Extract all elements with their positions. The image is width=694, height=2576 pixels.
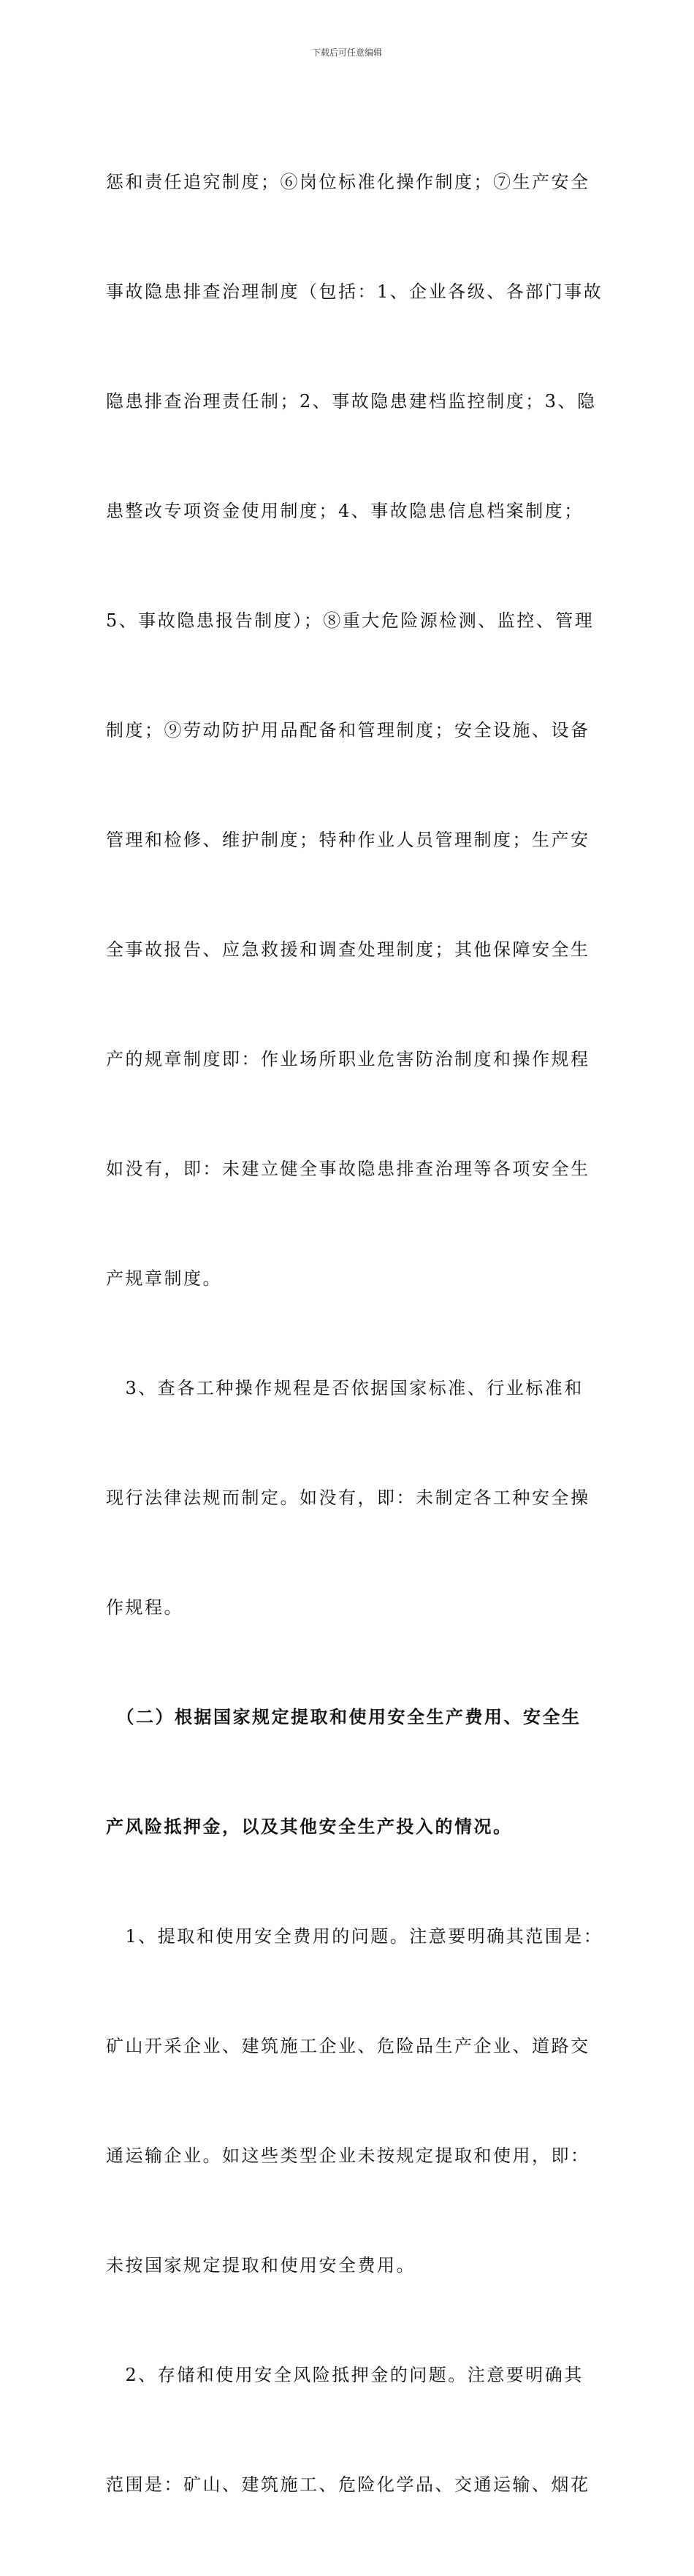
text-line: 隐患排查治理责任制；2、事故隐患建档监控制度；3、隐 [106,391,597,412]
text-line: 作规程。 [106,1597,183,1618]
text-line: 5、事故隐患报告制度）；⑧重大危险源检测、监控、管理 [106,610,595,631]
text-line: 3、查各工种操作规程是否依据国家标准、行业标准和 [106,1378,584,1398]
page-header: 下载后可任意编辑 [311,48,382,58]
text-line: 管理和检修、维护制度；特种作业人员管理制度；生产安 [106,830,590,850]
text-line: 1、提取和使用安全费用的问题。注意要明确其范围是： [106,1926,603,1947]
text-line: 产的规章制度即：作业场所职业危害防治制度和操作规程 [106,1049,590,1069]
section-heading-line: （二）根据国家规定提取和使用安全生产费用、安全生 [106,1706,581,1727]
text-line: 患整改专项资金使用制度；4、事故隐患信息档案制度； [106,501,584,521]
text-line: 惩和责任追究制度；⑥岗位标准化操作制度；⑦生产安全 [106,172,590,192]
text-line: 如没有，即：未建立健全事故隐患排查治理等各项安全生 [106,1159,590,1179]
body-text [106,91,603,2576]
text-line: 通运输企业。如这些类型企业未按规定提取和使用，即： [106,2145,590,2166]
text-line: 事故隐患排查治理制度（包括：1、企业各级、各部门事故 [106,281,603,302]
text-line: 2、存储和使用安全风险抵押金的问题。注意要明确其 [106,2365,584,2385]
text-line: 现行法律法规而制定。如没有，即：未制定各工种安全操 [106,1488,590,1508]
text-line: 产规章制度。 [106,1268,222,1289]
text-line: 矿山开采企业、建筑施工企业、危险品生产企业、道路交 [106,2036,590,2056]
text-line: 制度；⑨劳动防护用品配备和管理制度；安全设施、设备 [106,720,590,740]
text-line: 未按国家规定提取和使用安全费用。 [106,2255,416,2276]
document-body [106,91,603,2576]
section-heading-line: 产风险抵押金，以及其他安全生产投入的情况。 [106,1816,513,1837]
text-line: 全事故报告、应急救援和调查处理制度；其他保障安全生 [106,939,590,960]
text-line: 范围是：矿山、建筑施工、危险化学品、交通运输、烟花 [106,2474,590,2495]
